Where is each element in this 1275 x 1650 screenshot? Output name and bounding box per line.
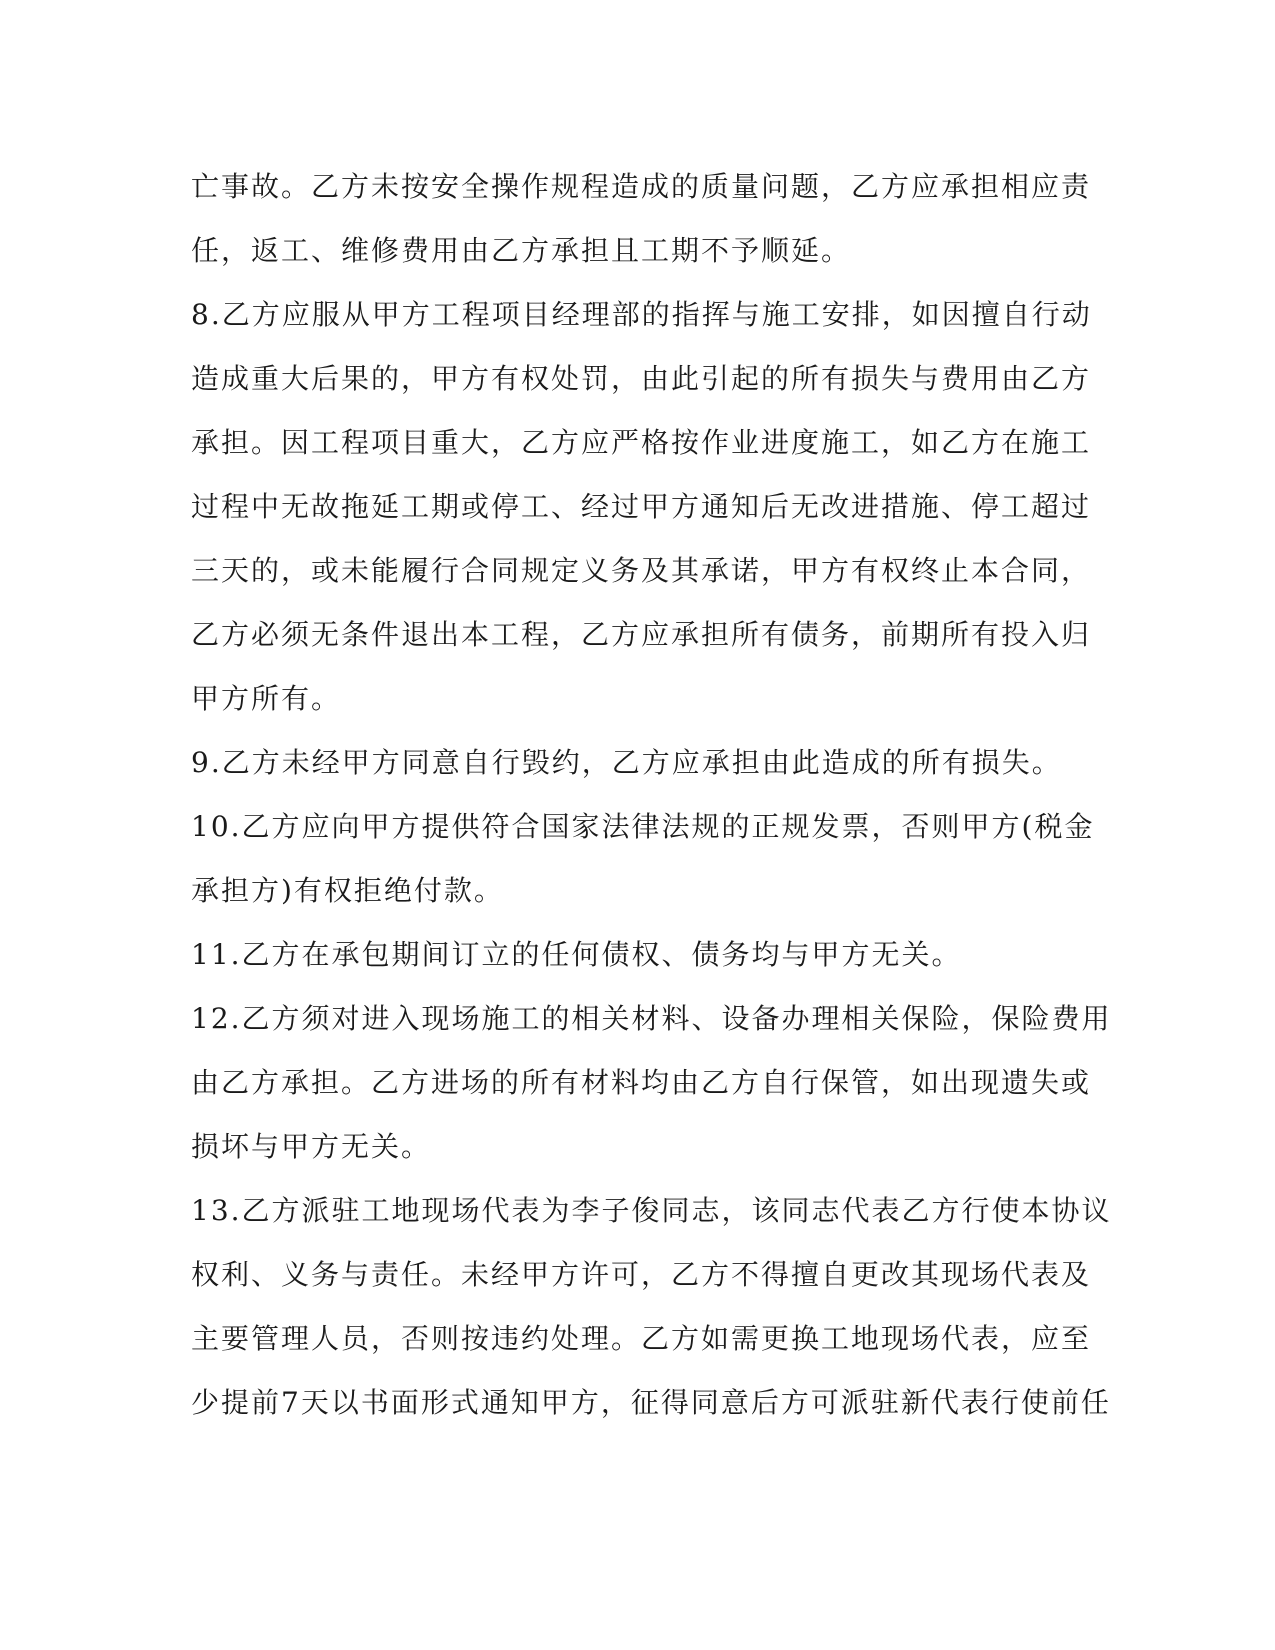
text-line: 主要管理人员，否则按违约处理。乙方如需更换工地现场代表，应至 xyxy=(191,1322,1092,1355)
text-line: 权利、义务与责任。未经甲方许可，乙方不得擅自更改其现场代表及 xyxy=(191,1258,1092,1291)
text-line: 由乙方承担。乙方进场的所有材料均由乙方自行保管，如出现遗失或 xyxy=(191,1066,1092,1099)
text-line: 甲方所有。 xyxy=(191,682,342,715)
clause-13-line: 13.乙方派驻工地现场代表为李子俊同志，该同志代表乙方行使本协议 xyxy=(191,1194,1112,1227)
text-line: 过程中无故拖延工期或停工、经过甲方通知后无改进措施、停工超过 xyxy=(191,490,1092,523)
text-line: 任，返工、维修费用由乙方承担且工期不予顺延。 xyxy=(191,234,852,267)
text-line: 承担方)有权拒绝付款。 xyxy=(191,874,504,907)
clause-9-line: 9.乙方未经甲方同意自行毁约，乙方应承担由此造成的所有损失。 xyxy=(191,746,1062,779)
clause-11-line: 11.乙方在承包期间订立的任何债权、债务均与甲方无关。 xyxy=(191,938,962,971)
document-body xyxy=(191,155,1112,1435)
text-line: 乙方必须无条件退出本工程，乙方应承担所有债务，前期所有投入归 xyxy=(191,618,1092,651)
clause-12-line: 12.乙方须对进入现场施工的相关材料、设备办理相关保险，保险费用 xyxy=(191,1002,1112,1035)
text-line: 承担。因工程项目重大，乙方应严格按作业进度施工，如乙方在施工 xyxy=(191,426,1092,459)
text-line: 损坏与甲方无关。 xyxy=(191,1130,432,1163)
text-line: 少提前7天以书面形式通知甲方，征得同意后方可派驻新代表行使前任 xyxy=(191,1386,1111,1419)
clause-10-line: 10.乙方应向甲方提供符合国家法律法规的正规发票，否则甲方(税金 xyxy=(191,810,1095,843)
text-line: 三天的，或未能履行合同规定义务及其承诺，甲方有权终止本合同， xyxy=(191,554,1092,587)
text-line: 造成重大后果的，甲方有权处罚，由此引起的所有损失与费用由乙方 xyxy=(191,362,1092,395)
clause-8-line: 8.乙方应服从甲方工程项目经理部的指挥与施工安排，如因擅自行动 xyxy=(191,298,1092,331)
text-line: 亡事故。乙方未按安全操作规程造成的质量问题，乙方应承担相应责 xyxy=(191,170,1092,203)
